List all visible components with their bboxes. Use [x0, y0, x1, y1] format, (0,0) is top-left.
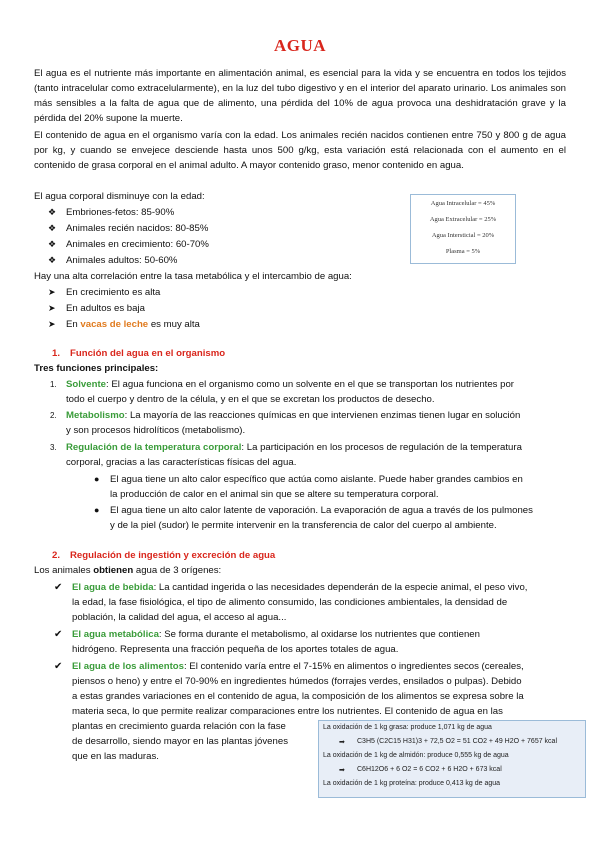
arrow-bullet-icon: ➤	[48, 303, 56, 313]
source-text: : Se forma durante el metabolismo, al oxidarse los nutrientes que contienen	[158, 629, 480, 640]
source-text: a estas grandes variaciones en el contenido de agua, la composición de los alimentos se expresa sobre la	[72, 691, 524, 702]
diamond-bullet-icon: ❖	[48, 255, 57, 265]
section-2-heading: Regulación de ingestión y excreción de agua	[70, 550, 276, 561]
source-text: : La cantidad ingerida o las necesidades dependerán de la especie animal, el peso vivo,	[153, 582, 528, 593]
section-2-number: 2.	[52, 550, 61, 561]
metabolic-item-dairy	[66, 317, 200, 332]
dairy-suffix: es muy alta	[148, 319, 200, 330]
dot-bullet-icon: ●	[94, 474, 100, 484]
checkmark-icon: ✔	[54, 582, 63, 593]
oxidation-line: La oxidación de 1 kg de almidón: produce 0,555 kg de agua	[323, 752, 509, 759]
source-text: la edad, la fase fisiológica, el tipo de alimento consumido, las condiciones ambientales, la densidad de	[72, 597, 508, 608]
source-bebida	[72, 580, 527, 595]
intro-paragraph-1: El agua es el nutriente más importante en alimentación animal, es esencial para la vida y se encuentra en todos los tejidos (tanto intracelular como extracelularmente), en la luz del tubo digestivo y en el interior del aparato urinario. Los animales son más sensibles a la falta de agua que de alimento, una pérdida del 10% de agua provoca una deshidratación grave y la pérdida del 20% supone la muerte.	[34, 68, 566, 124]
item-number: 2.	[50, 411, 57, 420]
oxidation-equation: C3H5 (C2C15 H31)3 + 72,5 O2 = 51 CO2 + 49 H2O + 7657 kcal	[357, 738, 558, 745]
source-text: piensos o heno) y entre el 70-90% en ingredientes húmedos (forrajes verdes, ensilados o pulpas). Debido	[72, 676, 522, 687]
oxidation-equation: C6H12O6 + 6 O2 = 6 CO2 + 6 H2O + 673 kcal	[357, 766, 502, 773]
section-1-number: 1.	[52, 348, 61, 359]
term-metabolica: El agua metabólica	[72, 629, 159, 640]
section-1-lead: Tres funciones principales:	[34, 363, 159, 374]
lead-text: agua de 3 orígenes:	[133, 565, 222, 576]
age-item: Embriones-fetos: 85-90%	[66, 207, 175, 218]
lead-text: Los animales	[34, 565, 94, 576]
function-text: : La mayoría de las reacciones químicas en que intervienen enzimas tienen lugar en solución	[124, 410, 521, 421]
diamond-bullet-icon: ❖	[48, 223, 57, 233]
section-2-lead	[34, 563, 221, 578]
checkmark-icon: ✔	[54, 661, 63, 672]
water-box-line: Agua Extracelular = 25%	[429, 216, 497, 223]
function-text: : El agua funciona en el organismo como un solvente en el que se transportan los nutrientes por	[106, 379, 514, 390]
oxidation-box	[318, 720, 586, 798]
water-distribution-box	[410, 194, 516, 264]
function-solvente	[66, 377, 514, 392]
item-number: 3.	[50, 443, 57, 452]
function-text: : La participación en los procesos de regulación de la temperatura	[241, 442, 522, 453]
water-box-line: Plasma = 5%	[445, 248, 481, 255]
age-item: Animales adultos: 50-60%	[66, 255, 178, 266]
source-text: materia seca, lo que permite realizar comparaciones entre los nutrientes. El contenido de agua en las	[72, 706, 503, 717]
source-metabolica	[72, 627, 480, 642]
dot-bullet-icon: ●	[94, 505, 100, 515]
age-item: Animales recién nacidos: 80-85%	[66, 223, 209, 234]
term-metabolismo: Metabolismo	[66, 410, 125, 421]
checkmark-icon: ✔	[54, 629, 63, 640]
term-solvente: Solvente	[66, 379, 106, 390]
item-number: 1.	[50, 380, 57, 389]
lead-bold: obtienen	[93, 565, 134, 576]
sub-bullet-text: El agua tiene un alto calor específico que actúa como aislante. Puede haber grandes cambios en	[110, 474, 523, 485]
source-text: de desarrollo, siendo mayor en las plantas jóvenes	[72, 736, 288, 747]
sub-bullet-text: la producción de calor en el animal sin que se altere su temperatura corporal.	[110, 489, 439, 500]
arrow-right-icon: ➡	[339, 767, 345, 774]
sub-bullet-text: y de la piel (sudor) le permite intervenir en la transferencia de calor del cuerpo al ambiente.	[110, 520, 497, 531]
term-bebida: El agua de bebida	[72, 582, 154, 593]
oxidation-line: La oxidación de 1 kg grasa: produce 1,071 kg de agua	[323, 724, 492, 731]
oxidation-line: La oxidación de 1 kg proteína: produce 0,413 kg de agua	[323, 780, 501, 787]
source-alimentos	[72, 659, 524, 674]
term-alimentos: El agua de los alimentos	[72, 661, 184, 672]
water-box-line: Agua Intracelular = 45%	[430, 200, 496, 207]
function-text: corporal, gracias a las características físicas del agua.	[66, 457, 297, 468]
dairy-highlight: vacas de leche	[80, 319, 149, 330]
function-text: y son procesos hidrolíticos (metabolismo).	[66, 425, 246, 436]
arrow-bullet-icon: ➤	[48, 319, 56, 329]
source-text: hidrógeno. Representa una fracción pequeña de los aportes totales de agua.	[72, 644, 399, 655]
dairy-prefix: En	[66, 319, 81, 330]
arrow-bullet-icon: ➤	[48, 287, 56, 297]
section-1-heading: Función del agua en el organismo	[70, 348, 226, 359]
source-text: plantas en crecimiento guarda relación con la fase	[72, 721, 286, 732]
age-item: Animales en crecimiento: 60-70%	[66, 239, 209, 250]
age-lead: El agua corporal disminuye con la edad:	[34, 191, 205, 202]
source-text: población, la calidad del agua, el acceso al agua...	[72, 612, 287, 623]
function-temperatura	[66, 440, 522, 455]
function-text: todo el cuerpo y dentro de la célula, y en el que se excretan los productos de desecho.	[66, 394, 435, 405]
function-metabolismo	[66, 408, 520, 423]
sub-bullet-text: El agua tiene un alto calor latente de vaporación. La evaporación de agua a través de los pulmones	[110, 505, 533, 516]
metabolic-lead: Hay una alta correlación entre la tasa metabólica y el intercambio de agua:	[34, 271, 352, 282]
source-text: : El contenido varía entre el 7-15% en alimentos o ingredientes secos (cereales,	[183, 661, 524, 672]
arrow-right-icon: ➡	[339, 739, 345, 746]
term-temperatura: Regulación de la temperatura corporal	[66, 442, 242, 453]
diamond-bullet-icon: ❖	[48, 207, 57, 217]
metabolic-item: En crecimiento es alta	[66, 287, 161, 298]
metabolic-item: En adultos es baja	[66, 303, 145, 314]
page-title: AGUA	[273, 36, 327, 55]
intro-paragraph-2: El contenido de agua en el organismo varía con la edad. Los animales recién nacidos contienen entre 750 y 800 g de agua por kg, y cuando se envejece desciende hasta unos 500 g/kg, esta variación está relacionada con el aumento en el contenido de grasa corporal en el animal adulto. A mayor contenido graso, menor contenido en agua.	[34, 130, 566, 171]
diamond-bullet-icon: ❖	[48, 239, 57, 249]
source-text: que en las maduras.	[72, 751, 159, 762]
water-box-line: Agua Intersticial = 20%	[431, 232, 495, 239]
